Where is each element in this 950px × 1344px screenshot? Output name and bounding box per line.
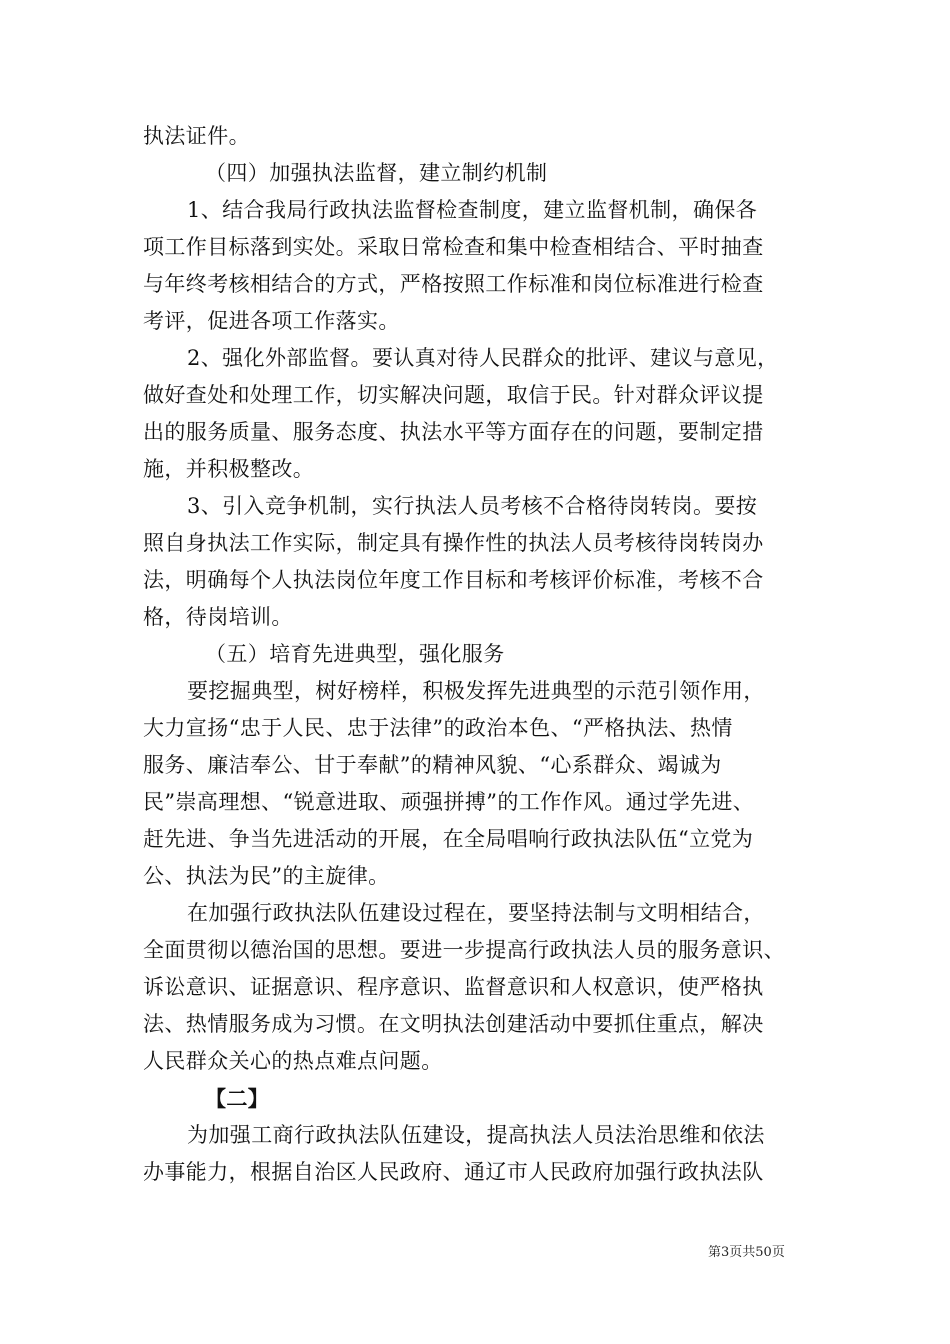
paragraph-line: 考评，促进各项工作落实。	[143, 309, 400, 333]
paragraph-line: 公、执法为民”的主旋律。	[143, 864, 390, 888]
paragraph-line: 与年终考核相结合的方式，严格按照工作标准和岗位标准进行检查	[143, 272, 764, 296]
paragraph-line: 3、引入竞争机制，实行执法人员考核不合格待岗转岗。要按	[187, 494, 758, 518]
paragraph-line: 赶先进、争当先进活动的开展，在全局唱响行政执法队伍“立党为	[143, 827, 754, 851]
paragraph-line: 办事能力，根据自治区人民政府、通辽市人民政府加强行政执法队	[143, 1160, 764, 1184]
part-heading: 【二】	[205, 1086, 270, 1111]
paragraph-line: 民”崇高理想、“锐意进取、顽强拼搏”的工作作风。通过学先进、	[143, 790, 755, 814]
paragraph-line: 执法证件。	[143, 124, 250, 148]
paragraph-line: 大力宣扬“忠于人民、忠于法律”的政治本色、“严格执法、热情	[143, 716, 733, 740]
paragraph-line: 1、结合我局行政执法监督检查制度，建立监督机制，确保各	[187, 198, 758, 222]
paragraph-line: 人民群众关心的热点难点问题。	[143, 1049, 443, 1073]
paragraph-line: 法，明确每个人执法岗位年度工作目标和考核评价标准，考核不合	[143, 568, 764, 592]
page-number: 第3页共50页	[708, 1245, 785, 1260]
paragraph-line: 服务、廉洁奉公、甘于奉献”的精神风貌、“心系群众、竭诚为	[143, 753, 722, 777]
section-heading: （五）培育先进典型，强化服务	[205, 642, 505, 666]
paragraph-line: 格，待岗培训。	[143, 605, 293, 629]
paragraph-line: 照自身执法工作实际，制定具有操作性的执法人员考核待岗转岗办	[143, 531, 764, 555]
paragraph-line: 2、强化外部监督。要认真对待人民群众的批评、建议与意见，	[187, 346, 779, 370]
paragraph-line: 项工作目标落到实处。采取日常检查和集中检查相结合、平时抽查	[143, 235, 764, 259]
document-body	[143, 118, 811, 1191]
paragraph-line: 为加强工商行政执法队伍建设，提高执法人员法治思维和依法	[187, 1123, 765, 1147]
paragraph-line: 施，并积极整改。	[143, 457, 315, 481]
paragraph-line: 诉讼意识、证据意识、程序意识、监督意识和人权意识，使严格执	[143, 975, 764, 999]
paragraph-line: 要挖掘典型，树好榜样，积极发挥先进典型的示范引领作用，	[187, 679, 765, 703]
paragraph-line: 法、热情服务成为习惯。在文明执法创建活动中要抓住重点，解决	[143, 1012, 764, 1036]
paragraph-line: 出的服务质量、服务态度、执法水平等方面存在的问题，要制定措	[143, 420, 764, 444]
section-heading: （四）加强执法监督，建立制约机制	[205, 161, 548, 185]
paragraph-line: 在加强行政执法队伍建设过程在，要坚持法制与文明相结合，	[187, 901, 765, 925]
paragraph-line: 做好查处和处理工作，切实解决问题，取信于民。针对群众评议提	[143, 383, 764, 407]
paragraph-line: 全面贯彻以德治国的思想。要进一步提高行政执法人员的服务意识、	[143, 938, 785, 962]
